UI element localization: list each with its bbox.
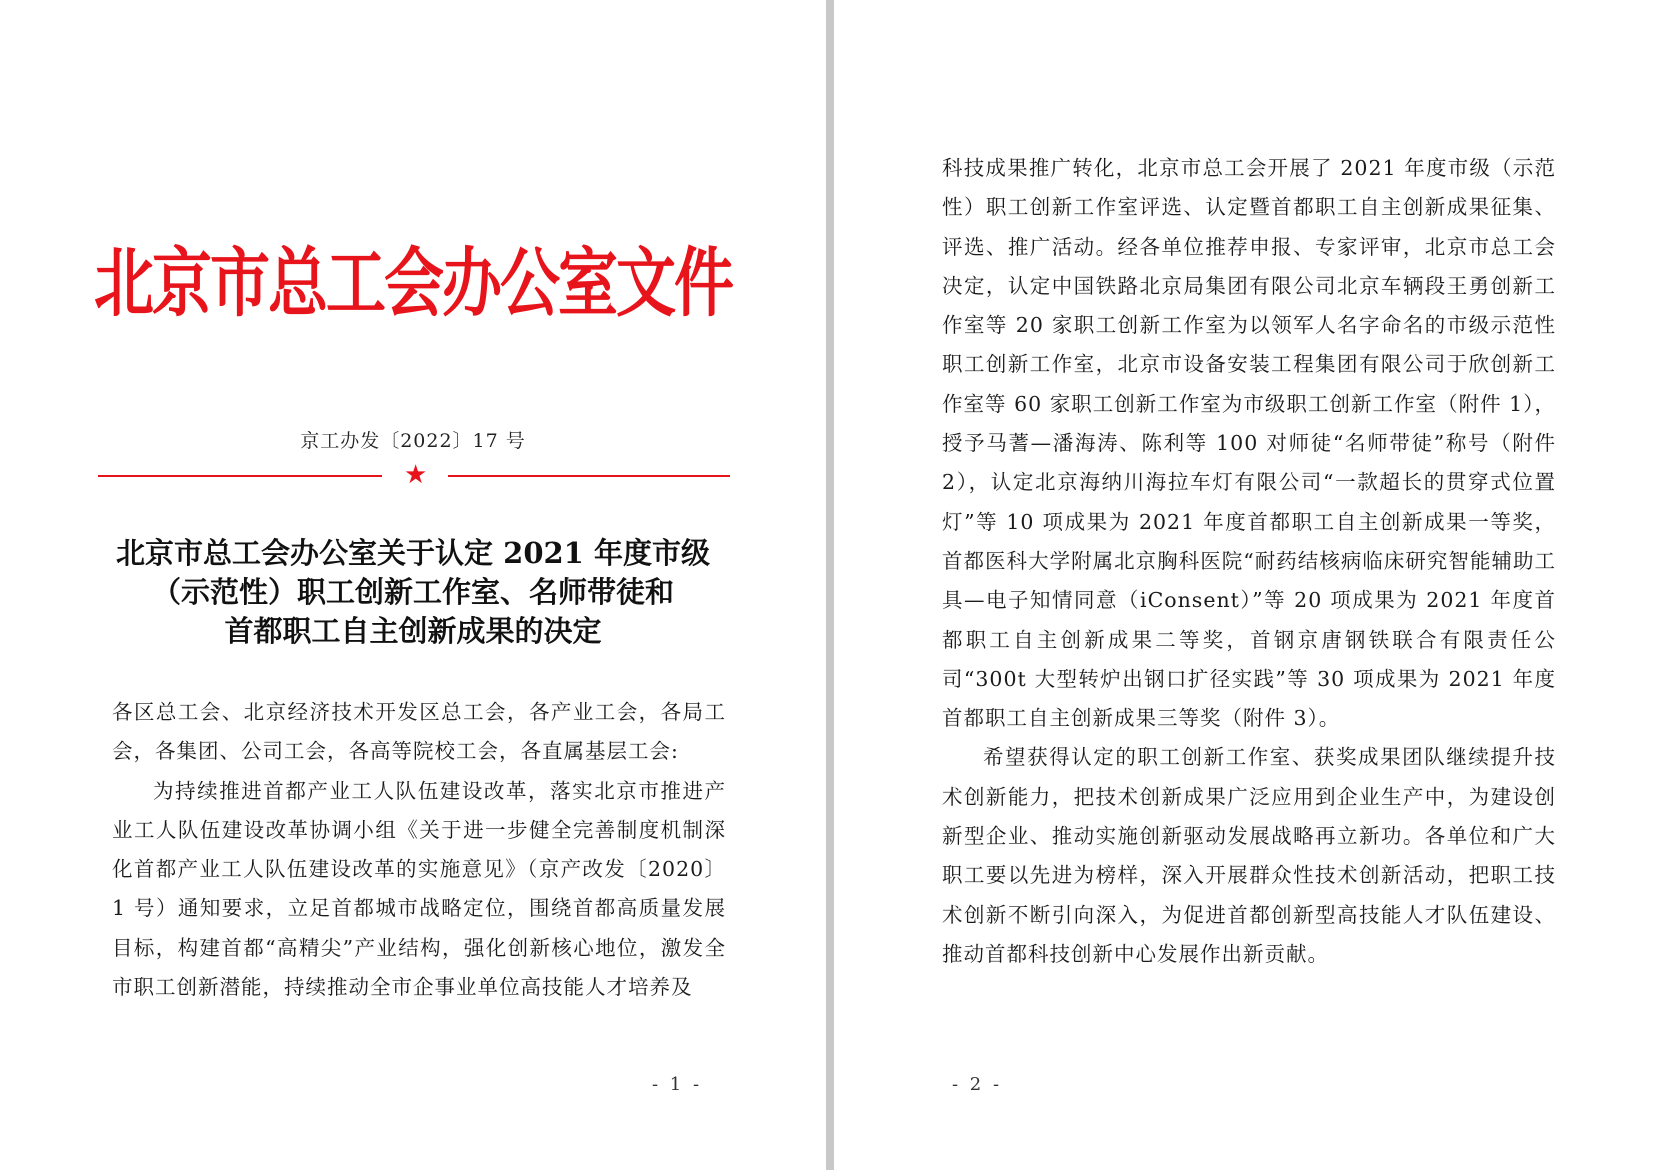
header-rule-left <box>98 475 382 477</box>
title-line: 北京市总工会办公室关于认定 2021 年度市级 <box>116 536 710 570</box>
title-line: （示范性）职工创新工作室、名师带徒和 <box>151 575 674 609</box>
body-paragraph: 为持续推进首都产业工人队伍建设改革，落实北京市推进产业工人队伍建设改革协调小组《关于进一步健全完善制度机制深化首都产业工人队伍建设改革的实施意见》（京产改发〔2020〕1 号）通知要求，立足首都城市战略定位，围绕首都高质量发展目标，构建首都“高精尖”产业结构，强化创新核心地位，激发全市职工创新潜能，持续推动全市企事业单位高技能人才培养及 <box>112 778 726 1000</box>
document-header: 北京市总工会办公室文件 <box>94 240 732 328</box>
title-line: 首都职工自主创新成果的决定 <box>224 614 602 648</box>
header-rule-right <box>448 475 730 477</box>
document-number: 京工办发〔2022〕17 号 <box>300 430 526 452</box>
body-paragraph: 希望获得认定的职工创新工作室、获奖成果团队继续提升技术创新能力，把技术创新成果广泛应用到企业生产中，为建设创新型企业、推动实施创新驱动发展战略再立新功。各单位和广大职工要以先进为榜样，深入开展群众性技术创新活动，把职工技术创新不断引向深入，为促进首都创新型高技能人才队伍建设、推动首都科技创新中心发展作出新贡献。 <box>942 745 1556 966</box>
page1-body <box>112 693 726 1007</box>
document-title <box>80 534 746 651</box>
body-paragraph: 科技成果推广转化，北京市总工会开展了 2021 年度市级（示范性）职工创新工作室评选、认定暨首都职工自主创新成果征集、评选、推广活动。经各单位推荐申报、专家评审，北京市总工会决定，认定中国铁路北京局集团有限公司北京车辆段王勇创新工作室等 20 家职工创新工作室为以领军人名字命名的市级示范性职工创新工作室，北京市设备安装工程集团有限公司于欣创新工作室等 60 家职工创新工作室为市级职工创新工作室（附件 1），授予马蓍—潘海涛、陈利等 100 对师徒“名师带徒”称号（附件 2），认定北京海纳川海拉车灯有限公司“一款超长的贯穿式位置灯”等 10 项成果为 2021 年度首都职工自主创新成果一等奖，首都医科大学附属北京胸科医院“耐药结核病临床研究智能辅助工具—电子知情同意（iConsent）”等 20 项成果为 2021 年度首都职工自主创新成果二等奖，首钢京唐钢铁联合有限责任公司“300t 大型转炉出钢口扩径实践”等 30 项成果为 2021 年度首都职工自主创新成果三等奖（附件 3）。 <box>942 156 1556 731</box>
page-number: - 1 - <box>652 1074 703 1095</box>
star-icon: ★ <box>404 460 428 490</box>
document-page-1 <box>0 0 826 1170</box>
addressee: 各区总工会、北京经济技术开发区总工会，各产业工会，各局工会，各集团、公司工会，各高等院校工会，各直属基层工会: <box>112 700 726 764</box>
page2-body <box>942 149 1556 974</box>
page-number: - 2 - <box>952 1074 1003 1095</box>
document-page-2 <box>834 0 1660 1170</box>
